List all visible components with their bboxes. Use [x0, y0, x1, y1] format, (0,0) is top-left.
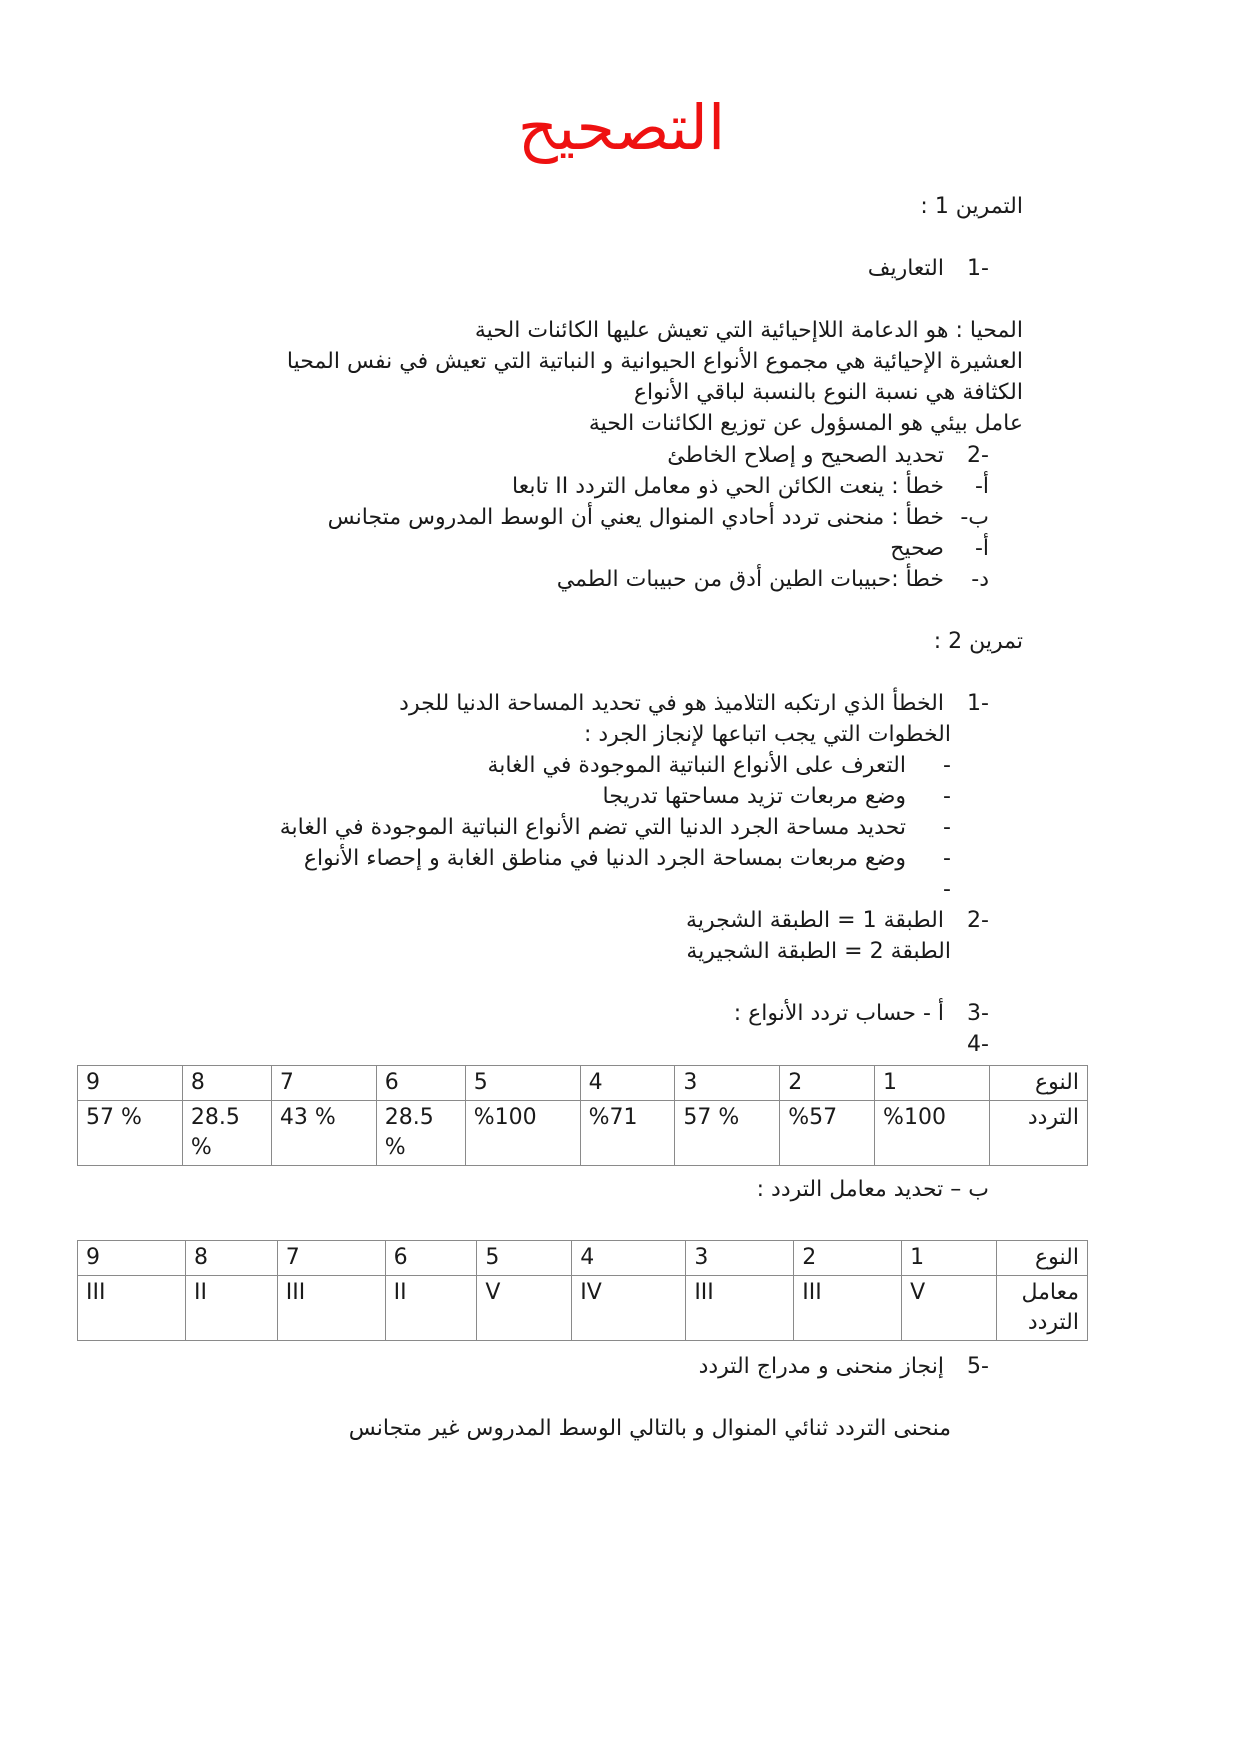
row-label-cell: التردد	[989, 1101, 1087, 1166]
value-cell: %100	[875, 1101, 990, 1166]
conclusion-line: منحنى التردد ثنائي المنوال و بالتالي الوسط المدروس غير متجانس	[348, 1416, 951, 1441]
layer-line: الطبقة 1 = الطبقة الشجرية	[686, 908, 944, 933]
step-dash: -	[943, 846, 951, 871]
ex2-question-4	[951, 1028, 989, 1062]
coefficient-table	[77, 1240, 1088, 1341]
answer-mark: د-	[971, 567, 989, 592]
value-cell: 28.5 %	[182, 1101, 271, 1166]
species-cell: 8	[186, 1241, 278, 1276]
species-cell: 6	[376, 1066, 465, 1101]
value-cell: %57	[780, 1101, 875, 1166]
answer-text: صحيح	[890, 536, 944, 561]
ex1-question-1	[868, 252, 989, 286]
header-label-cell: النوع	[997, 1241, 1088, 1276]
exercise-2-heading: تمرين 2 :	[933, 629, 1023, 654]
step-dash: -	[943, 815, 951, 840]
ex2-question-1	[399, 687, 989, 721]
step-dash: -	[943, 753, 951, 778]
ex1-q2-title: تحديد الصحيح و إصلاح الخاطئ	[667, 443, 944, 468]
answer-item	[328, 501, 989, 535]
answer-text: خطأ :حبيبات الطين أدق من حبيبات الطمي	[556, 567, 944, 592]
species-cell: 7	[277, 1241, 385, 1276]
step-text: التعرف على الأنواع النباتية الموجودة في الغابة	[487, 753, 906, 778]
steps-intro: الخطوات التي يجب اتباعها لإنجاز الجرد :	[583, 722, 951, 747]
species-cell: 4	[572, 1241, 686, 1276]
definition-line: الكثافة هي نسبة النوع بالنسبة لباقي الأنواع	[633, 380, 1023, 405]
species-cell: 3	[686, 1241, 794, 1276]
value-cell: % 57	[675, 1101, 780, 1166]
value-cell: %71	[580, 1101, 675, 1166]
step-item	[913, 873, 951, 907]
species-cell: 1	[902, 1241, 997, 1276]
species-cell: 7	[271, 1066, 376, 1101]
value-cell: II	[385, 1276, 477, 1341]
answer-item	[512, 470, 989, 504]
species-cell: 4	[580, 1066, 675, 1101]
table-row	[78, 1101, 1088, 1166]
table-row	[78, 1276, 1088, 1341]
value-cell: V	[477, 1276, 572, 1341]
layer-line: الطبقة 2 = الطبقة الشجيرية	[686, 939, 951, 964]
species-cell: 9	[78, 1241, 186, 1276]
answer-mark: أ-	[974, 536, 989, 561]
species-cell: 9	[78, 1066, 183, 1101]
answer-mark: أ-	[974, 474, 989, 499]
ex2-q3-text: أ - حساب تردد الأنواع :	[733, 1001, 944, 1026]
step-item	[304, 842, 951, 876]
step-dash: -	[943, 877, 951, 902]
species-cell: 5	[465, 1066, 580, 1101]
value-cell: II	[186, 1276, 278, 1341]
value-cell: %100	[465, 1101, 580, 1166]
value-cell: III	[686, 1276, 794, 1341]
species-cell: 2	[794, 1241, 902, 1276]
definition-line: عامل بيئي هو المسؤول عن توزيع الكائنات الحية	[588, 411, 1023, 436]
species-cell: 1	[875, 1066, 990, 1101]
ex2-q1-text: الخطأ الذي ارتكبه التلاميذ هو في تحديد المساحة الدنيا للجرد	[399, 691, 944, 716]
ex2-q5-number: -5	[967, 1354, 989, 1379]
species-cell: 8	[182, 1066, 271, 1101]
answer-mark: ب-	[960, 505, 989, 530]
ex2-q3-number: -3	[967, 1001, 989, 1026]
ex2-q2-number: -2	[967, 908, 989, 933]
answer-text: خطأ : منحنى تردد أحادي المنوال يعني أن الوسط المدروس متجانس	[327, 505, 944, 530]
row-label-cell: معامل التردد	[997, 1276, 1088, 1341]
table-header-row	[78, 1241, 1088, 1276]
ex2-question-5	[699, 1350, 989, 1384]
answer-text: خطأ : ينعت الكائن الحي ذو معامل التردد II تابعا	[512, 474, 944, 499]
step-dash: -	[943, 784, 951, 809]
definition-line: المحيا : هو الدعامة اللاإحيائية التي تعيش عليها الكائنات الحية	[474, 318, 1023, 343]
species-cell: 2	[780, 1066, 875, 1101]
header-label-cell: النوع	[989, 1066, 1087, 1101]
table-header-row	[78, 1066, 1088, 1101]
value-cell: III	[277, 1276, 385, 1341]
ex2-q4-number: -4	[967, 1032, 989, 1057]
species-cell: 5	[477, 1241, 572, 1276]
step-item	[602, 780, 951, 814]
value-cell: 28.5 %	[376, 1101, 465, 1166]
ex1-q1-title: التعاريف	[867, 256, 944, 281]
ex2-question-2	[686, 904, 989, 938]
definition-line: العشيرة الإحيائية هي مجموع الأنواع الحيوانية و النباتية التي تعيش في نفس المحيا	[286, 349, 1023, 374]
exercise-1-heading: التمرين 1 :	[920, 194, 1023, 219]
step-item	[487, 749, 951, 783]
ex1-q1-number: -1	[967, 256, 989, 281]
value-cell: III	[794, 1276, 902, 1341]
species-cell: 6	[385, 1241, 477, 1276]
page-title: التصحيح	[517, 91, 726, 164]
value-cell: IV	[572, 1276, 686, 1341]
ex2-q1-number: -1	[967, 691, 989, 716]
frequency-table	[77, 1065, 1088, 1166]
answer-item	[557, 563, 989, 597]
value-cell: V	[902, 1276, 997, 1341]
ex1-q2-number: -2	[967, 443, 989, 468]
ex2-q5-text: إنجاز منحنى و مدراج التردد	[698, 1354, 944, 1379]
species-cell: 3	[675, 1066, 780, 1101]
part-b-heading: ب – تحديد معامل التردد :	[756, 1177, 989, 1202]
answer-item	[890, 532, 989, 566]
ex1-question-2	[667, 439, 989, 473]
value-cell: III	[78, 1276, 186, 1341]
step-text: وضع مربعات تزيد مساحتها تدريجا	[602, 784, 906, 809]
value-cell: % 57	[78, 1101, 183, 1166]
ex2-question-3	[734, 997, 989, 1031]
value-cell: % 43	[271, 1101, 376, 1166]
step-text: تحديد مساحة الجرد الدنيا التي تضم الأنواع النباتية الموجودة في الغابة	[279, 815, 906, 840]
step-item	[280, 811, 951, 845]
step-text: وضع مربعات بمساحة الجرد الدنيا في مناطق الغابة و إحصاء الأنواع	[303, 846, 906, 871]
